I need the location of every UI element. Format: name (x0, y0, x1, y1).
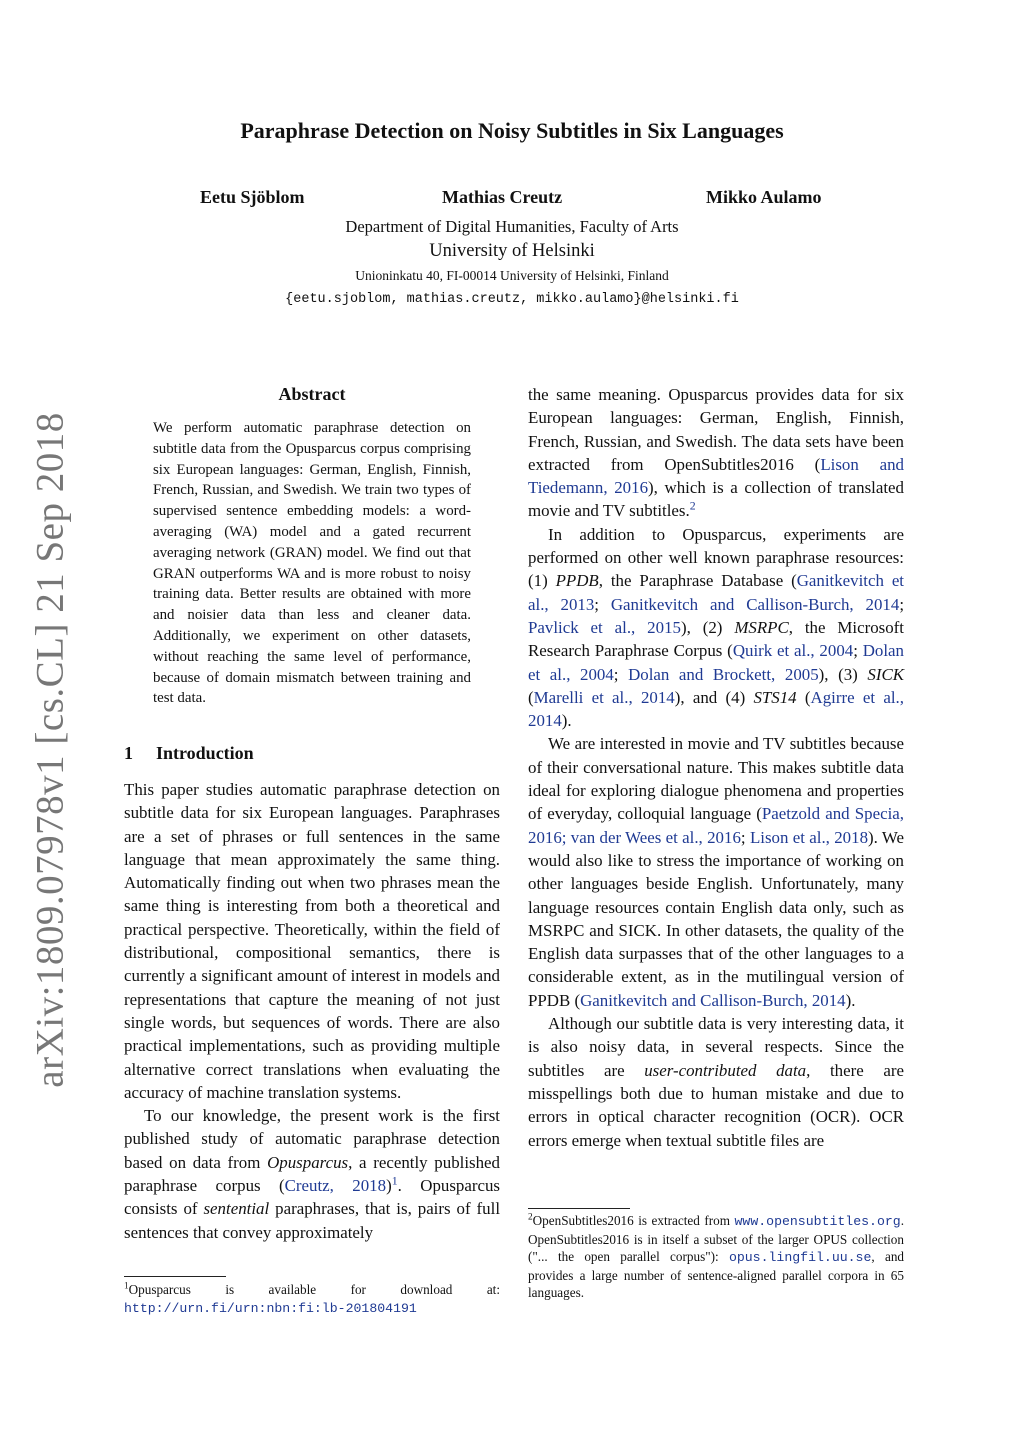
author-3: Mikko Aulamo (706, 187, 822, 207)
affiliation-university: University of Helsinki (429, 241, 595, 261)
section-number: 1 (124, 743, 133, 763)
citation-dolan-brockett-2005[interactable]: Dolan and Brockett, 2005 (628, 664, 819, 684)
ppdb-term: PPDB (555, 571, 599, 591)
footnote-ref-1[interactable]: 1 (391, 1173, 398, 1188)
right-paragraph-3: We are interested in movie and TV subtitles because of their conversational nature. This makes subtitle data ideal for exploring dialogue phenomena and properties of everyday, colloquial language (Paetzold and Specia, 2016; van der Wees et al., 2016; Lison et al., 2018). We would also like to stress the importance of working on other languages beside English. Unfortunately, many language resources contain English data only, such as MSRPC and SICK. In other datasets, the quality of the English data surpasses that of the other languages to a considerable extent, as in the mutilingual version of PPDB (Ganitkevitch and Callison-Burch, 2014). (528, 734, 904, 1010)
citation-paetzold-van-der-wees-2016[interactable]: Paetzold and Specia, 2016; van der Wees et al., 2016 (528, 804, 904, 847)
right-paragraph-2: In addition to Opusparcus, experiments are performed on other well known paraphrase resources: (1) PPDB, the Paraphrase Database (Ganitkevitch et al., 2013; Ganitkevitch and Callison-Burch, 2014; Pavlick et al., 2015), (2) MSRPC, the Microsoft Research Paraphrase Corpus (Quirk et al., 2004; Dolan et al., 2004; Dolan and Brockett, 2005), (3) SICK (Marelli et al., 2014), and (4) STS14 (Agirre et al., 2014). (528, 524, 905, 731)
citation-creutz-2018[interactable]: Creutz, 2018 (284, 1176, 387, 1196)
sick-term: SICK (867, 664, 904, 684)
right-paragraph-1: the same meaning. Opusparcus provides data for six European languages: German, English, Finnish, French, Russian, and Swedish. The data sets have been extracted from OpenSubtitles2016 (Lison and Tiedemann, 2016), which is a collection of translated movie and TV subtitles.$^2$ (528, 385, 904, 521)
footnote-rule-right (528, 1208, 630, 1209)
msrpc-term: MSRPC (734, 617, 789, 637)
user-contributed-term: user-contributed data (644, 1060, 807, 1080)
citation-pavlick-2015[interactable]: Pavlick et al., 2015 (528, 617, 681, 637)
paper-title: Paraphrase Detection on Noisy Subtitles in Six Languages (240, 118, 784, 143)
citation-lison-tiedemann-2016[interactable]: Lison and Tiedemann, 2016 (528, 454, 904, 498)
author-emails: {eetu.sjoblom, mathias.creutz, mikko.aulamo}@helsinki.fi (285, 292, 739, 307)
abstract-text: We perform automatic paraphrase detection on subtitle data from the Opusparcus corpus comprising six European languages: German, English, Finnish, French, Russian, and Swedish. We train two types of supervised sentence embedding models: a word-averaging (WA) model and a gated recurrent averaging network (GRAN) model. We find out that GRAN outperforms WA and is more robust to noisy training data. Better results are obtained with more and noisier data than less and cleaner data. Additionally, we experiment on other datasets, without reaching the same level of performance, because of domain mismatch between training and test data. (153, 420, 471, 707)
arxiv-identifier: arXiv:1809.07978v1 [cs.CL] 21 Sep 2018 (28, 412, 72, 1088)
footnote-rule-left (124, 1276, 226, 1277)
sentential-term: sentential (203, 1199, 270, 1219)
abstract (153, 384, 471, 709)
arxiv-stamp (28, 412, 72, 1088)
opusparcus-term: Opusparcus (267, 1152, 349, 1172)
section-title: Introduction (156, 743, 254, 763)
author-1: Eetu Sjöblom (200, 187, 305, 207)
citation-marelli-2014[interactable]: Marelli et al., 2014 (533, 687, 675, 707)
citation-ganitkevitch-2013[interactable]: Ganitkevitch et al., 2013 (528, 571, 905, 614)
citation-ganitkevitch-callison-burch-2014[interactable]: Ganitkevitch and Callison-Burch, 2014 (610, 594, 900, 614)
footnote-1: $^1$Opusparcus is available for download at: http://urn.fi/urn:nbn:fi:lb-201804191 (124, 1280, 500, 1316)
footnote-2: $^2$OpenSubtitles2016 is extracted from www.opensubtitles.org. OpenSubtitles2016 is in itself a subset of the larger OPUS collection ("... the open parallel corpus"): opus.lingfil.uu.se, and provides a large number of sentence-aligned parallel corpora in 65 languages. (528, 1211, 905, 1300)
footnote-1-url[interactable]: http://urn.fi/urn:nbn:fi:lb-201804191 (124, 1300, 417, 1316)
citation-lison-2018[interactable]: Lison et al., 2018 (749, 827, 869, 847)
author-2: Mathias Creutz (442, 187, 563, 207)
citation-quirk-2004[interactable]: Quirk et al., 2004 (732, 641, 854, 661)
citation-dolan-2004[interactable]: Dolan et al., 2004 (528, 641, 904, 684)
sts14-term: STS14 (753, 687, 797, 707)
citation-agirre-2014[interactable]: Agirre et al., 2014 (528, 687, 904, 731)
footnote-2-url-opus[interactable]: opus.lingfil.uu.se (728, 1250, 872, 1265)
section-heading (124, 743, 500, 764)
affiliation-address: Unioninkatu 40, FI-00014 University of Helsinki, Finland (355, 268, 669, 283)
affiliation-department: Department of Digital Humanities, Faculty of Arts (345, 217, 679, 236)
intro-paragraph-2: To our knowledge, the present work is the first published study of automatic paraphrase detection based on data from Opusparcus, a recently published paraphrase corpus (Creutz, 2018)$^1$. Opusparcus consists of sentential paraphrases, that is, pairs of full sentences that convey approximately (124, 1106, 501, 1242)
footnote-2-url-opensubtitles[interactable]: www.opensubtitles.org (734, 1214, 901, 1229)
right-paragraph-4: Although our subtitle data is very interesting data, it is also noisy data, in several respects. Since the subtitles are user-contributed data, there are misspellings both due to human mistake and due to errors in optical character recognition (OCR). OCR errors emerge when textual subtitle files are (528, 1014, 904, 1150)
intro-paragraph-1: This paper studies automatic paraphrase detection on subtitle data for six European languages. Paraphrases are a set of phrases or full sentences in the same language that mean approximately the same thing. Automatically finding out when two phrases mean the same thing is interesting from both a theoretical and practical perspective. Theoretically, within the field of distributional, compositional semantics, there is currently a significant amount of interest in models and representations that capture the meaning of not just single words, but sequences of words. There are also practical implementations, such as providing multiple alternative correct translations when evaluating the accuracy of machine translation systems. (124, 780, 500, 1102)
footnote-ref-2[interactable]: 2 (689, 498, 696, 513)
right-column (528, 383, 904, 1152)
citation-ganitkevitch-callison-burch-2014-b[interactable]: Ganitkevitch and Callison-Burch, 2014 (580, 990, 846, 1010)
abstract-heading: Abstract (278, 384, 346, 404)
introduction-section (124, 743, 500, 1244)
